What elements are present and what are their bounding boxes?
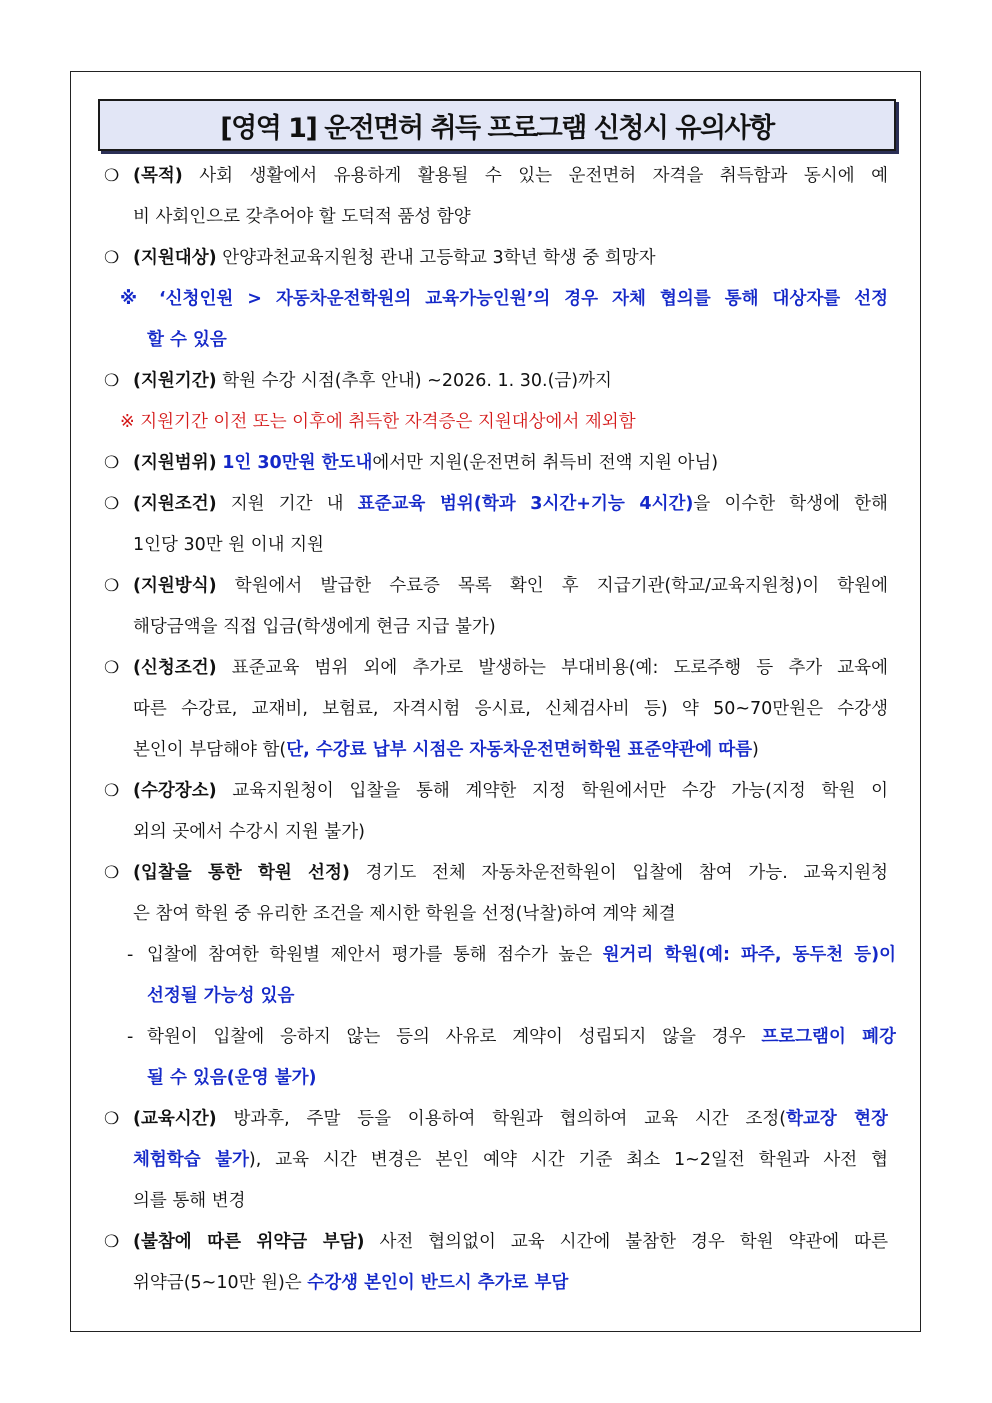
bid-sub2-line-1 (0, 1022, 992, 1052)
method-label: (지원방식) (133, 576, 217, 596)
page-title: [영역 1] 운전면허 취득 프로그램 신청시 유의사항 (220, 112, 774, 144)
place-label: (수강장소) (133, 781, 217, 801)
dash-icon: - (127, 1027, 134, 1047)
bullet-icon: ❍ (104, 1232, 120, 1252)
bid-sub1-text-2: 선정될 가능성 있음 (147, 986, 295, 1006)
target-line (0, 243, 992, 273)
apply-label: (신청조건) (133, 658, 217, 678)
bid-label: (입찰을 통한 학원 선정) (133, 863, 350, 883)
purpose-line-2 (0, 202, 992, 232)
apply-line-3 (0, 735, 992, 765)
bid-sub2-text: 학원이 입찰에 응하지 않는 등의 사유로 계약이 성립되지 않을 경우 (147, 1027, 746, 1047)
bid-sub2-highlight: 프로그램이 폐강 (761, 1027, 896, 1047)
dash-icon: - (127, 945, 134, 965)
condition-label: (지원조건) (133, 494, 217, 514)
time-text-2: ), 교육 시간 변경은 본인 예약 시간 기준 최소 1~2일전 학원과 사전 협 (248, 1150, 888, 1170)
period-note: 지원기간 이전 또는 이후에 취득한 자격증은 지원대상에서 제외함 (140, 412, 636, 432)
bid-sub2-text-2: 될 수 있음(운영 불가) (147, 1068, 317, 1088)
bullet-icon: ❍ (104, 371, 120, 391)
condition-text-3: 1인당 30만 원 이내 지원 (133, 535, 324, 555)
time-label: (교육시간) (133, 1109, 217, 1129)
period-note-line (0, 407, 992, 437)
target-note-line-2 (0, 325, 992, 355)
period-line (0, 366, 992, 396)
condition-text-2: 을 이수한 학생에 한해 (693, 494, 888, 514)
target-label: (지원대상) (133, 248, 217, 268)
target-note-2: 할 수 있음 (147, 330, 227, 350)
purpose-text-1: 사회 생활에서 유용하게 활용될 수 있는 운전면허 자격을 취득함과 동시에 예 (199, 166, 888, 186)
time-highlight-1: 학교장 현장 (786, 1109, 888, 1129)
apply-text-2: 따른 수강료, 교재비, 보험료, 자격시험 응시료, 신체검사비 등) 약 50~70만원은 수강생 (133, 699, 888, 719)
method-text-2: 해당금액을 직접 입금(학생에게 현금 지급 불가) (133, 617, 496, 637)
note-icon: ※ (120, 412, 135, 432)
bullet-icon: ❍ (104, 576, 120, 596)
condition-text-1: 지원 기간 내 (230, 494, 344, 514)
method-line-1 (0, 571, 992, 601)
place-text-2: 외의 곳에서 수강시 지원 불가) (133, 822, 365, 842)
scope-label: (지원범위) (133, 453, 217, 473)
bullet-icon: ❍ (104, 781, 120, 801)
purpose-text-2: 비 사회인으로 갖추어야 할 도덕적 품성 함양 (133, 207, 471, 227)
bid-text-2: 은 참여 학원 중 유리한 조건을 제시한 학원을 선정(낙찰)하여 계약 체결 (133, 904, 676, 924)
penalty-text-2: 위약금(5~10만 원)은 (133, 1273, 302, 1293)
time-line-3 (0, 1186, 992, 1216)
bid-line-2 (0, 899, 992, 929)
penalty-line-1 (0, 1227, 992, 1257)
bid-sub1-line-2 (0, 981, 992, 1011)
target-note-1: ‘신청인원 > 자동차운전학원의 교육가능인원’의 경우 자체 협의를 통해 대상자를 선정 (159, 289, 888, 309)
apply-text-3: 본인이 부담해야 함( (133, 740, 287, 760)
bid-sub1-text: 입찰에 참여한 학원별 제안서 평가를 통해 점수가 높은 (147, 945, 593, 965)
bullet-icon: ❍ (104, 658, 120, 678)
condition-line-1 (0, 489, 992, 519)
condition-highlight: 표준교육 범위(학과 3시간+기능 4시간) (357, 494, 694, 514)
condition-line-2 (0, 530, 992, 560)
purpose-label: (목적) (133, 166, 183, 186)
time-line-2 (0, 1145, 992, 1175)
apply-line-1 (0, 653, 992, 683)
bullet-icon: ❍ (104, 863, 120, 883)
bullet-icon: ❍ (104, 1109, 120, 1129)
apply-highlight: 단, 수강료 납부 시점은 자동차운전면허학원 표준약관에 따름 (286, 740, 753, 760)
bid-sub1-highlight: 원거리 학원(예: 파주, 동두천 등)이 (602, 945, 896, 965)
time-text-3: 의를 통해 변경 (133, 1191, 246, 1211)
title-box (98, 99, 896, 151)
bullet-icon: ❍ (104, 494, 120, 514)
bid-sub1-line-1 (0, 940, 992, 970)
penalty-line-2 (0, 1268, 992, 1298)
penalty-highlight: 수강생 본인이 반드시 추가로 부담 (307, 1273, 569, 1293)
scope-line (0, 448, 992, 478)
note-icon: ※ (120, 289, 145, 309)
place-line-2 (0, 817, 992, 847)
penalty-text-1: 사전 협의없이 교육 시간에 불참한 경우 학원 약관에 따른 (379, 1232, 888, 1252)
target-note-line-1 (0, 284, 992, 314)
scope-text: 에서만 지원(운전면허 취득비 전액 지원 아님) (372, 453, 719, 473)
apply-text-1: 표준교육 범위 외에 추가로 발생하는 부대비용(예: 도로주행 등 추가 교육에 (231, 658, 888, 678)
apply-line-2 (0, 694, 992, 724)
purpose-line-1 (0, 161, 992, 191)
bullet-icon: ❍ (104, 166, 120, 186)
time-highlight-2: 체험학습 불가 (133, 1150, 249, 1170)
bullet-icon: ❍ (104, 453, 120, 473)
bid-line-1 (0, 858, 992, 888)
bullet-icon: ❍ (104, 248, 120, 268)
scope-highlight: 1인 30만원 한도내 (222, 453, 373, 473)
place-text-1: 교육지원청이 입찰을 통해 계약한 지정 학원에서만 수강 가능(지정 학원 이 (232, 781, 888, 801)
period-label: (지원기간) (133, 371, 217, 391)
time-text-1: 방과후, 주말 등을 이용하여 학원과 협의하여 교육 시간 조정( (233, 1109, 787, 1129)
target-text: 안양과천교육지원청 관내 고등학교 3학년 학생 중 희망자 (222, 248, 656, 268)
period-text: 학원 수강 시점(추후 안내) ~2026. 1. 30.(금)까지 (222, 371, 612, 391)
time-line-1 (0, 1104, 992, 1134)
method-line-2 (0, 612, 992, 642)
bid-sub2-line-2 (0, 1063, 992, 1093)
apply-text-end: ) (752, 740, 759, 760)
method-text-1: 학원에서 발급한 수료증 목록 확인 후 지급기관(학교/교육지원청)이 학원에 (234, 576, 888, 596)
bid-text-1: 경기도 전체 자동차운전학원이 입찰에 참여 가능. 교육지원청 (365, 863, 888, 883)
place-line-1 (0, 776, 992, 806)
penalty-label: (불참에 따른 위약금 부담) (133, 1232, 365, 1252)
